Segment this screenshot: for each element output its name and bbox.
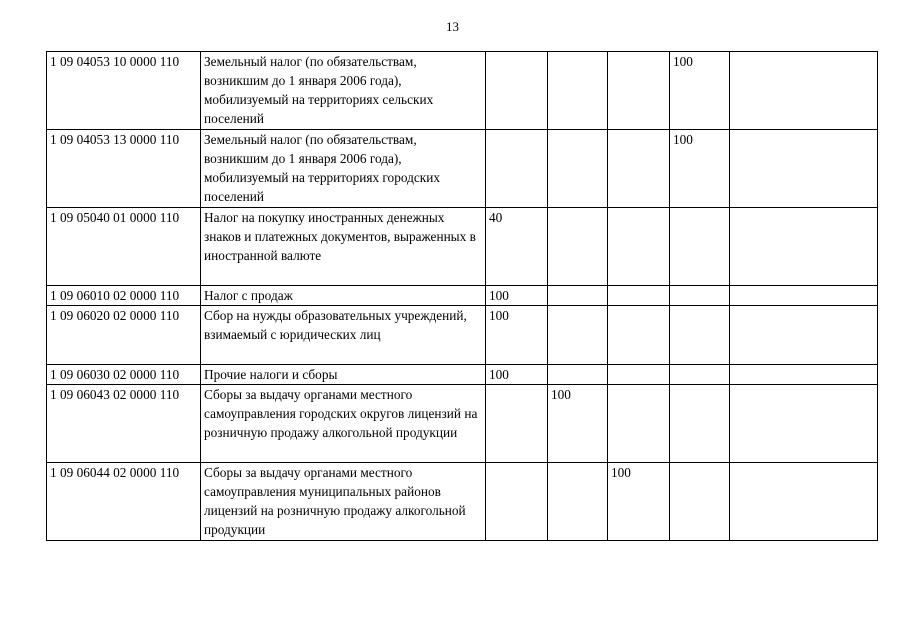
value-cell-2 [548, 130, 608, 208]
value-cell-3 [608, 208, 670, 286]
value-cell-2 [548, 463, 608, 541]
value-cell-4 [670, 306, 730, 365]
revenue-name: Сборы за выдачу органами местного самоуправления муниципальных районов лицензий на розничную продажу алкогольной продукции [201, 463, 486, 541]
table-row [47, 208, 878, 286]
value-cell-2 [548, 365, 608, 385]
revenue-name: Земельный налог (по обязательствам, возникшим до 1 января 2006 года), мобилизуемый на территориях городских поселений [201, 130, 486, 208]
value-cell-5 [730, 52, 878, 130]
page-number: 13 [446, 19, 459, 34]
value-cell-5 [730, 286, 878, 306]
value-cell-4: 100 [670, 52, 730, 130]
value-cell-5 [730, 365, 878, 385]
value-cell-2 [548, 52, 608, 130]
table-row [47, 463, 878, 541]
value-cell-1: 40 [486, 208, 548, 286]
revenue-name: Налог на покупку иностранных денежных знаков и платежных документов, выраженных в иностранной валюте [201, 208, 486, 286]
table-row [47, 52, 878, 130]
value-cell-2 [548, 286, 608, 306]
revenue-name: Налог с продаж [201, 286, 486, 306]
budget-code: 1 09 06043 02 0000 110 [47, 385, 201, 463]
budget-code: 1 09 04053 13 0000 110 [47, 130, 201, 208]
revenue-name: Сбор на нужды образовательных учреждений, взимаемый с юридических лиц [201, 306, 486, 365]
value-cell-5 [730, 306, 878, 365]
value-cell-2 [548, 306, 608, 365]
value-cell-1 [486, 463, 548, 541]
value-cell-5 [730, 130, 878, 208]
value-cell-3 [608, 286, 670, 306]
table-row [47, 365, 878, 385]
value-cell-5 [730, 463, 878, 541]
value-cell-1: 100 [486, 306, 548, 365]
value-cell-1: 100 [486, 365, 548, 385]
budget-code: 1 09 04053 10 0000 110 [47, 52, 201, 130]
value-cell-4: 100 [670, 130, 730, 208]
value-cell-3 [608, 306, 670, 365]
value-cell-3 [608, 130, 670, 208]
value-cell-2 [548, 208, 608, 286]
table-row [47, 306, 878, 365]
value-cell-5 [730, 208, 878, 286]
budget-code: 1 09 06044 02 0000 110 [47, 463, 201, 541]
budget-classification-table [46, 51, 878, 541]
value-cell-3: 100 [608, 463, 670, 541]
value-cell-4 [670, 385, 730, 463]
revenue-name: Сборы за выдачу органами местного самоуправления городских округов лицензий на розничную продажу алкогольной продукции [201, 385, 486, 463]
revenue-name: Прочие налоги и сборы [201, 365, 486, 385]
value-cell-4 [670, 365, 730, 385]
table-row [47, 286, 878, 306]
value-cell-3 [608, 385, 670, 463]
revenue-name: Земельный налог (по обязательствам, возникшим до 1 января 2006 года), мобилизуемый на территориях сельских поселений [201, 52, 486, 130]
table-row [47, 385, 878, 463]
value-cell-5 [730, 385, 878, 463]
budget-code: 1 09 06020 02 0000 110 [47, 306, 201, 365]
value-cell-4 [670, 463, 730, 541]
value-cell-3 [608, 365, 670, 385]
table-row [47, 130, 878, 208]
value-cell-4 [670, 208, 730, 286]
value-cell-1 [486, 52, 548, 130]
value-cell-1 [486, 385, 548, 463]
value-cell-1 [486, 130, 548, 208]
value-cell-2: 100 [548, 385, 608, 463]
budget-code: 1 09 06010 02 0000 110 [47, 286, 201, 306]
budget-code: 1 09 06030 02 0000 110 [47, 365, 201, 385]
value-cell-1: 100 [486, 286, 548, 306]
value-cell-4 [670, 286, 730, 306]
budget-code: 1 09 05040 01 0000 110 [47, 208, 201, 286]
value-cell-3 [608, 52, 670, 130]
